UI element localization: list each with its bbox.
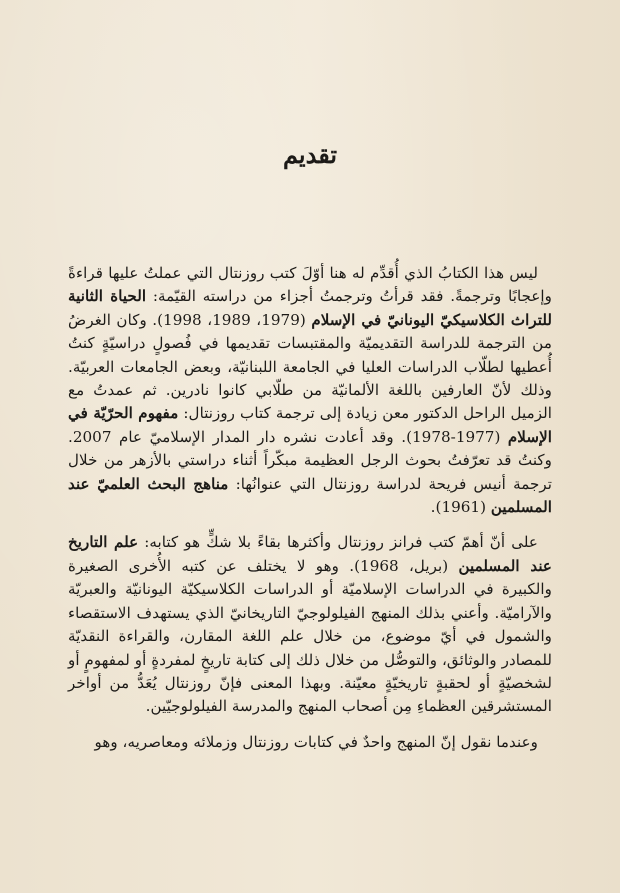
book-title-run: مفهوم الحرّيّة في الإسلام <box>68 404 552 446</box>
text-run: (1977-1978). وقد أعادت نشره دار المدار الإسلاميّ عام 2007. وكنتُ قد تعرّفتُ بحوث الرجل العظيمة مبكّراً أثناء دراستي بالأزهر من خلال ترجمة أنيس فريحة لدراسة روزنتال التي عنوانُها: <box>68 427 552 493</box>
text-run: (بريل، 1968). وهو لا يختلف عن كتبه الأُخرى الصغيرة والكبيرة في الدراسات الإسلاميّة أو الدراسات الكلاسيكيّة اليونانيّة والعبريّة والآراميّة. وأعني بذلك المنهج الفيلولوجيّ التاريخانيّ الذي يستهدف الاستقصاء والشمول في أيّ موضوع، من خلال علم اللغة المقارن، والقراءة النقديّة للمصادر والوثائق، والتوصُّل من خلال ذلك إلى كتابة تاريخٍ لمفردةٍ أو لمفهومٍ أو لشخصيّةٍ أو لحقبةٍ تاريخيّةٍ معيّنة. وبهذا المعنى فإنّ روزنتال يُعَدُّ من أواخر المستشرقين العظماءِ مِن أصحاب المنهج والمدرسة الفيلولوجيّين. <box>68 556 552 716</box>
paragraph-2 <box>68 531 552 718</box>
paragraph-3 <box>68 731 552 754</box>
text-run: ليس هذا الكتابُ الذي أُقدِّم له هنا أوّلَ كتب روزنتال التي عملتُ عليها قراءةً وإعجابًا وترجمةً. فقد قرأتُ وترجمتُ أجزاء من دراسته القيّمة: <box>68 264 552 306</box>
book-title-run: مناهج البحث العلميّ عند المسلمين <box>68 474 552 517</box>
paragraph-1 <box>68 262 552 519</box>
text-run: على أنّ أهمّ كتب فرانز روزنتال وأكثرها بقاءً بلا شكٍّ هو كتابه: <box>138 533 538 552</box>
text-run: (1979، 1989، 1998). وكان الغرضُ من الترجمة للدراسة التقديميّة والمقتبسات تقديمها في فُصولٍ دراسيّةٍ كنتُ أُعطيها لطلّاب الدراسات العليا في الجامعة اللبنانيّة، وبعض الجامعات العربيّة. وذلك لأنّ العارفين باللغة الألمانيّة من طلّابي كانوا نادرين. ثم عمدتُ مع الزميل الراحل الدكتور معن زيادة إلى ترجمة كتاب روزنتال: <box>68 310 553 423</box>
book-title-run: علم التاريخ عند المسلمين <box>68 533 552 575</box>
book-title-run: الحياة الثانية للتراث الكلاسيكيّ اليونانيّ في الإسلام <box>68 287 552 329</box>
page-title: تقديم <box>282 140 338 169</box>
text-run: وعندما نقول إنّ المنهج واحدٌ في كتابات روزنتال وزملائه ومعاصريه، وهو <box>94 732 538 751</box>
body-text <box>68 262 552 754</box>
text-run: (1961). <box>430 498 491 517</box>
